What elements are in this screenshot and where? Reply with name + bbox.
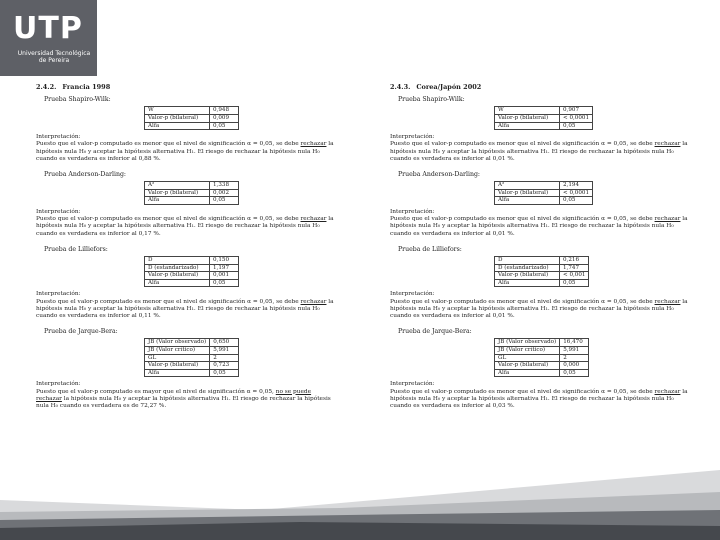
test-title: Prueba Anderson-Darling: bbox=[44, 171, 126, 178]
results-table bbox=[144, 338, 239, 377]
test-title: Prueba de Lilliefors: bbox=[44, 245, 108, 253]
table-row bbox=[145, 369, 239, 377]
left-column bbox=[36, 84, 336, 418]
interpretation-text bbox=[36, 216, 334, 238]
utp-logo bbox=[0, 0, 97, 76]
table-row bbox=[495, 115, 593, 123]
row-label: A² bbox=[145, 182, 210, 190]
row-value: 0,216 bbox=[560, 257, 589, 265]
row-value: < 0,0001 bbox=[560, 115, 593, 123]
row-value: 0,948 bbox=[210, 107, 239, 115]
row-label: Valor-p (bilateral) bbox=[145, 189, 210, 197]
interpretation-heading: Interpretación: bbox=[390, 208, 435, 215]
interpretation-text bbox=[390, 299, 688, 321]
test-title: Prueba de Jarque-Bera: bbox=[398, 328, 472, 336]
row-label: Valor-p (bilateral) bbox=[495, 272, 560, 280]
test-title: Prueba Shapiro-Wilk: bbox=[398, 96, 465, 104]
row-label: Valor-p (bilateral) bbox=[495, 115, 560, 123]
tests-container bbox=[390, 96, 690, 410]
row-value: 0,05 bbox=[560, 279, 589, 287]
row-label: D bbox=[145, 257, 210, 265]
row-label: Alfa bbox=[145, 369, 210, 377]
results-table bbox=[144, 181, 239, 205]
interpretation-fragment: la hipótesis nula H₀ y aceptar la hipótesis alternativa H₁. El riesgo de rechazar la hipótesis nula H₀ cuando es verdadera es inferior al 0,17 %. bbox=[36, 216, 334, 237]
interpretation-fragment: Puesto que el valor-p computado es menor que el nivel de significación α = 0,05, se debe bbox=[36, 141, 301, 148]
section-title: Corea/Japón 2002 bbox=[416, 83, 482, 91]
logo-mark: UTP bbox=[13, 11, 83, 46]
table-row bbox=[145, 272, 239, 280]
row-value: 0,05 bbox=[210, 122, 239, 130]
section-heading bbox=[390, 84, 690, 91]
interpretation-text bbox=[390, 216, 688, 238]
table-row bbox=[495, 122, 593, 130]
row-label: W bbox=[495, 107, 560, 115]
row-value: 1,197 bbox=[210, 264, 239, 272]
interpretation-verdict: rechazar bbox=[654, 388, 681, 395]
test-title: Prueba de Lilliefors: bbox=[398, 245, 462, 253]
row-value: 5,991 bbox=[560, 346, 589, 354]
test-title: Prueba Anderson-Darling: bbox=[398, 171, 480, 178]
interpretation-text bbox=[36, 299, 334, 321]
section-title: Francia 1998 bbox=[62, 83, 111, 91]
row-label: Alfa bbox=[495, 197, 560, 205]
table-row bbox=[145, 182, 239, 190]
row-value: 2 bbox=[560, 354, 589, 362]
row-label: Alfa bbox=[495, 279, 560, 287]
row-value: 0,723 bbox=[210, 362, 239, 370]
interpretation-fragment: Puesto que el valor-p computado es mayor que el nivel de significación α = 0,05, bbox=[36, 388, 276, 395]
table-row bbox=[145, 264, 239, 272]
interpretation-fragment: Puesto que el valor-p computado es menor que el nivel de significación α = 0,05, se debe bbox=[36, 216, 301, 223]
row-value: 2 bbox=[210, 354, 239, 362]
interpretation-heading: Interpretación: bbox=[36, 381, 81, 388]
row-value: 0,05 bbox=[210, 369, 239, 377]
row-label: GL bbox=[145, 354, 210, 362]
row-value: 2,194 bbox=[560, 182, 593, 190]
interpretation-heading: Interpretación: bbox=[36, 208, 81, 215]
interpretation-heading: Interpretación: bbox=[390, 291, 435, 298]
row-label: JB (Valor crítico) bbox=[495, 346, 560, 354]
results-table bbox=[494, 256, 589, 287]
row-label: JB (Valor observado) bbox=[495, 339, 560, 347]
table-row bbox=[495, 279, 589, 287]
row-label: Valor-p (bilateral) bbox=[495, 189, 560, 197]
row-label: Alfa bbox=[145, 279, 210, 287]
row-label: Valor-p (bilateral) bbox=[145, 272, 210, 280]
interpretation-verdict: rechazar bbox=[654, 298, 681, 305]
interpretation-fragment: Puesto que el valor-p computado es menor que el nivel de significación α = 0,05, se debe bbox=[390, 141, 655, 148]
interpretation-fragment: la hipótesis nula H₀ y aceptar la hipótesis alternativa H₁. El riesgo de rechazar la hipótesis nula H₀ cuando es verdadera es inferior al 0,01 %. bbox=[390, 216, 688, 237]
table-row bbox=[495, 369, 589, 377]
table-row bbox=[145, 115, 239, 123]
table-row bbox=[145, 362, 239, 370]
row-label: D bbox=[495, 257, 560, 265]
row-value: 0,150 bbox=[210, 257, 239, 265]
table-row bbox=[495, 346, 589, 354]
interpretation-verdict: rechazar bbox=[654, 141, 681, 148]
right-column bbox=[390, 84, 690, 418]
interpretation-text bbox=[390, 389, 688, 411]
table-row bbox=[495, 197, 593, 205]
interpretation-fragment: la hipótesis nula H₀ y aceptar la hipótesis alternativa H₁. El riesgo de rechazar la hipótesis nula H₀ cuando es verdadera es inferior al 0,03 %. bbox=[390, 388, 688, 409]
table-row bbox=[145, 257, 239, 265]
row-label: W bbox=[145, 107, 210, 115]
interpretation-fragment: la hipótesis nula H₀ y aceptar la hipótesis alternativa H₁. El riesgo de rechazar la hipótesis nula H₀ cuando es verdadera es inferior al 0,01 %. bbox=[390, 141, 688, 162]
row-value: 0,05 bbox=[560, 369, 589, 377]
table-row bbox=[495, 189, 593, 197]
section-number: 2.4.2. bbox=[36, 83, 57, 91]
row-label: Valor-p (bilateral) bbox=[145, 115, 210, 123]
interpretation-fragment: la hipótesis nula H₀ y aceptar la hipótesis alternativa H₁. El riesgo de rechazar la hipótesis nula H₀ cuando es verdadera es inferior al 0,11 %. bbox=[36, 298, 334, 319]
row-value: 0,05 bbox=[560, 197, 593, 205]
row-label: A² bbox=[495, 182, 560, 190]
table-row bbox=[495, 257, 589, 265]
table-row bbox=[145, 339, 239, 347]
row-value: 5,991 bbox=[210, 346, 239, 354]
footer-decoration bbox=[0, 470, 720, 540]
row-label: D (estandarizado) bbox=[145, 264, 210, 272]
row-value: 0,907 bbox=[560, 107, 593, 115]
row-value: 0,05 bbox=[210, 279, 239, 287]
results-table bbox=[144, 106, 239, 130]
interpretation-heading: Interpretación: bbox=[390, 134, 435, 141]
logo-subtitle: Universidad Tecnológica de Pereira bbox=[17, 50, 91, 64]
row-label: JB (Valor crítico) bbox=[145, 346, 210, 354]
interpretation-verdict: rechazar bbox=[300, 141, 327, 148]
table-row bbox=[495, 264, 589, 272]
interpretation-fragment: Puesto que el valor-p computado es menor que el nivel de significación α = 0,05, se debe bbox=[36, 298, 301, 305]
results-table bbox=[144, 256, 239, 287]
row-label: Alfa bbox=[495, 122, 560, 130]
row-label: GL bbox=[495, 354, 560, 362]
row-value: 0,001 bbox=[210, 272, 239, 280]
row-value: 0,002 bbox=[210, 189, 239, 197]
table-row bbox=[145, 122, 239, 130]
row-value: 1,338 bbox=[210, 182, 239, 190]
interpretation-verdict: rechazar bbox=[654, 216, 681, 223]
interpretation-fragment: Puesto que el valor-p computado es menor que el nivel de significación α = 0,05, se debe bbox=[390, 298, 655, 305]
row-value: 0,05 bbox=[560, 122, 593, 130]
interpretation-verdict: no se puede rechazar bbox=[36, 388, 312, 402]
results-table bbox=[494, 106, 593, 130]
table-row bbox=[145, 279, 239, 287]
row-value: < 0,0001 bbox=[560, 189, 593, 197]
interpretation-heading: Interpretación: bbox=[36, 134, 81, 141]
tests-container bbox=[36, 96, 336, 410]
row-label: Valor-p (bilateral) bbox=[495, 362, 560, 370]
results-table bbox=[494, 181, 593, 205]
table-row bbox=[145, 354, 239, 362]
table-row bbox=[145, 189, 239, 197]
interpretation-text bbox=[36, 389, 334, 411]
test-title: Prueba Shapiro-Wilk: bbox=[44, 96, 111, 104]
section-heading bbox=[36, 84, 336, 91]
table-row bbox=[145, 107, 239, 115]
table-row bbox=[145, 197, 239, 205]
interpretation-text bbox=[36, 141, 334, 163]
interpretation-heading: Interpretación: bbox=[36, 291, 81, 298]
interpretation-fragment: Puesto que el valor-p computado es menor que el nivel de significación α = 0,05, se debe bbox=[390, 216, 655, 223]
interpretation-fragment: la hipótesis nula H₀ y aceptar la hipótesis alternativa H₁. El riesgo de rechazar la hipótesis nula H₀ cuando es verdadera es inferior al 0,88 %. bbox=[36, 141, 334, 162]
section-number: 2.4.3. bbox=[390, 83, 411, 91]
table-row bbox=[495, 107, 593, 115]
row-label: Alfa bbox=[495, 369, 560, 377]
row-label: D (estandarizado) bbox=[495, 264, 560, 272]
row-value: 0,05 bbox=[210, 197, 239, 205]
test-title: Prueba de Jarque-Bera: bbox=[44, 328, 118, 336]
row-value: 1,747 bbox=[560, 264, 589, 272]
table-row bbox=[495, 354, 589, 362]
interpretation-fragment: la hipótesis nula H₀ y aceptar la hipótesis alternativa H₁. El riesgo de rechazar la hipótesis nula H₀ cuando es verdadera es de 72,27 %. bbox=[36, 395, 331, 409]
row-value: 0,000 bbox=[560, 362, 589, 370]
row-label: JB (Valor observado) bbox=[145, 339, 210, 347]
table-row bbox=[495, 362, 589, 370]
interpretation-fragment: la hipótesis nula H₀ y aceptar la hipótesis alternativa H₁. El riesgo de rechazar la hipótesis nula H₀ cuando es verdadera es inferior al 0,01 %. bbox=[390, 298, 688, 319]
table-row bbox=[145, 346, 239, 354]
interpretation-text bbox=[390, 141, 688, 163]
row-value: 0,009 bbox=[210, 115, 239, 123]
table-row bbox=[495, 339, 589, 347]
row-label: Alfa bbox=[145, 197, 210, 205]
interpretation-verdict: rechazar bbox=[300, 216, 327, 223]
row-label: Valor-p (bilateral) bbox=[145, 362, 210, 370]
row-value: 0,650 bbox=[210, 339, 239, 347]
table-row bbox=[495, 182, 593, 190]
interpretation-fragment: Puesto que el valor-p computado es menor que el nivel de significación α = 0,05, se debe bbox=[390, 388, 655, 395]
interpretation-verdict: rechazar bbox=[300, 298, 327, 305]
table-row bbox=[495, 272, 589, 280]
row-label: Alfa bbox=[145, 122, 210, 130]
row-value: 16,470 bbox=[560, 339, 589, 347]
results-table bbox=[494, 338, 589, 377]
interpretation-heading: Interpretación: bbox=[390, 381, 435, 388]
row-value: < 0,001 bbox=[560, 272, 589, 280]
